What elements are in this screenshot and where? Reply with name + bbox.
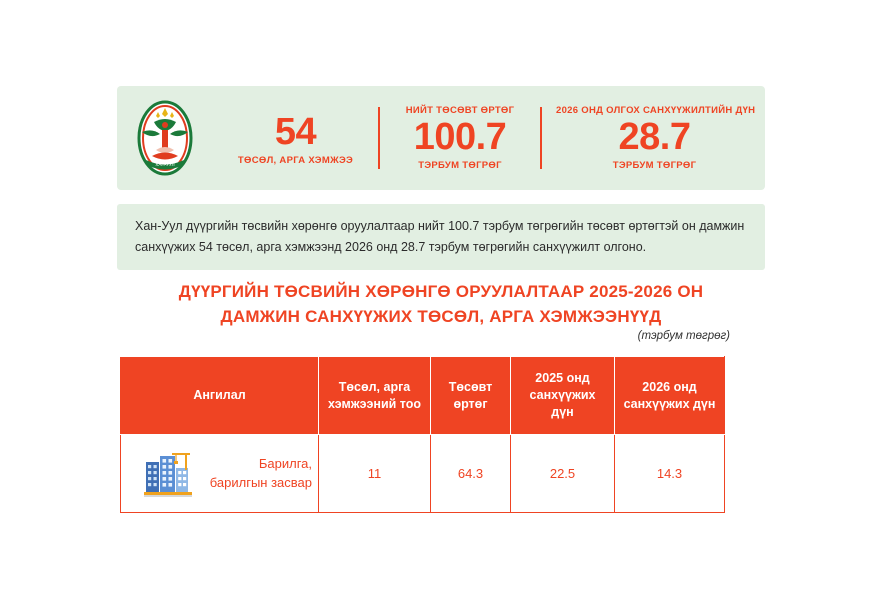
- stat-projects-sub: ТӨСӨЛ, АРГА ХЭМЖЭЭ: [237, 154, 354, 166]
- cell-category-label: Барилга, барилгын засвар: [209, 455, 312, 490]
- stat-total-cost-value: 100.7: [413, 116, 507, 158]
- stat-2026-funding-sub: ТЭРБУМ ТӨГРӨГ: [612, 160, 697, 171]
- column-header-cost: Төсөвт өртөг: [431, 357, 511, 435]
- table-row: [121, 435, 725, 513]
- emblem-container: [117, 86, 213, 190]
- page-title-line-1: ДҮҮРГИЙН ТӨСВИЙН ХӨРӨНГӨ ОРУУЛАЛТААР 2025-2026 ОН: [178, 282, 704, 301]
- stat-2026-funding-value: 28.7: [618, 116, 691, 158]
- building-construction-icon: [142, 448, 194, 500]
- unit-note: (тэрбум төгрөг): [637, 330, 730, 342]
- table-header-row: [121, 357, 725, 435]
- table-header: [121, 357, 725, 435]
- column-header-category: Ангилал: [121, 357, 319, 435]
- svg-text:ХАН-УУЛ: ХАН-УУЛ: [155, 162, 175, 167]
- column-header-2025: 2025 онд санхүүжих дүн: [511, 357, 615, 435]
- column-header-count: Төсөл, арга хэмжээний тоо: [319, 357, 431, 435]
- district-emblem-icon: [134, 98, 196, 178]
- table-body: [121, 435, 725, 513]
- page-title: [117, 280, 765, 329]
- summary-paragraph: Хан-Уул дүүргийн төсвийн хөрөнгө оруулалтаар нийт 100.7 тэрбум төгрөгийн төсөвт өртөгтэй он дамжин санхүүжих 54 төсөл, арга хэмжээнд 2026 онд 28.7 тэрбум төгрөгийн санхүүжилт олгоно.: [117, 204, 765, 270]
- projects-table: [120, 356, 725, 513]
- page-title-line-2: ДАМЖИН САНХҮҮЖИХ ТӨСӨЛ, АРГА ХЭМЖЭЭНҮҮД: [220, 306, 662, 326]
- stat-2026-funding: [542, 105, 767, 171]
- data-table-container: [120, 356, 724, 513]
- cell-cost: 64.3: [431, 435, 511, 513]
- hero-banner: [117, 86, 765, 190]
- stat-projects-value: 54: [274, 110, 317, 153]
- stat-total-cost-caption: НИЙТ ТӨСӨВТ ӨРТӨГ: [405, 105, 515, 116]
- stat-total-cost: [380, 105, 540, 171]
- cell-fin-2025: 22.5: [511, 435, 615, 513]
- stat-projects: [213, 111, 378, 166]
- cell-category: [121, 435, 319, 513]
- cell-count: 11: [319, 435, 431, 513]
- column-header-2026: 2026 онд санхүүжих дүн: [615, 357, 725, 435]
- stat-total-cost-sub: ТЭРБУМ ТӨГРӨГ: [418, 160, 502, 171]
- stat-2026-funding-caption: 2026 ОНД ОЛГОХ САНХҮҮЖИЛТИЙН ДҮН: [556, 105, 756, 116]
- cell-fin-2026: 14.3: [615, 435, 725, 513]
